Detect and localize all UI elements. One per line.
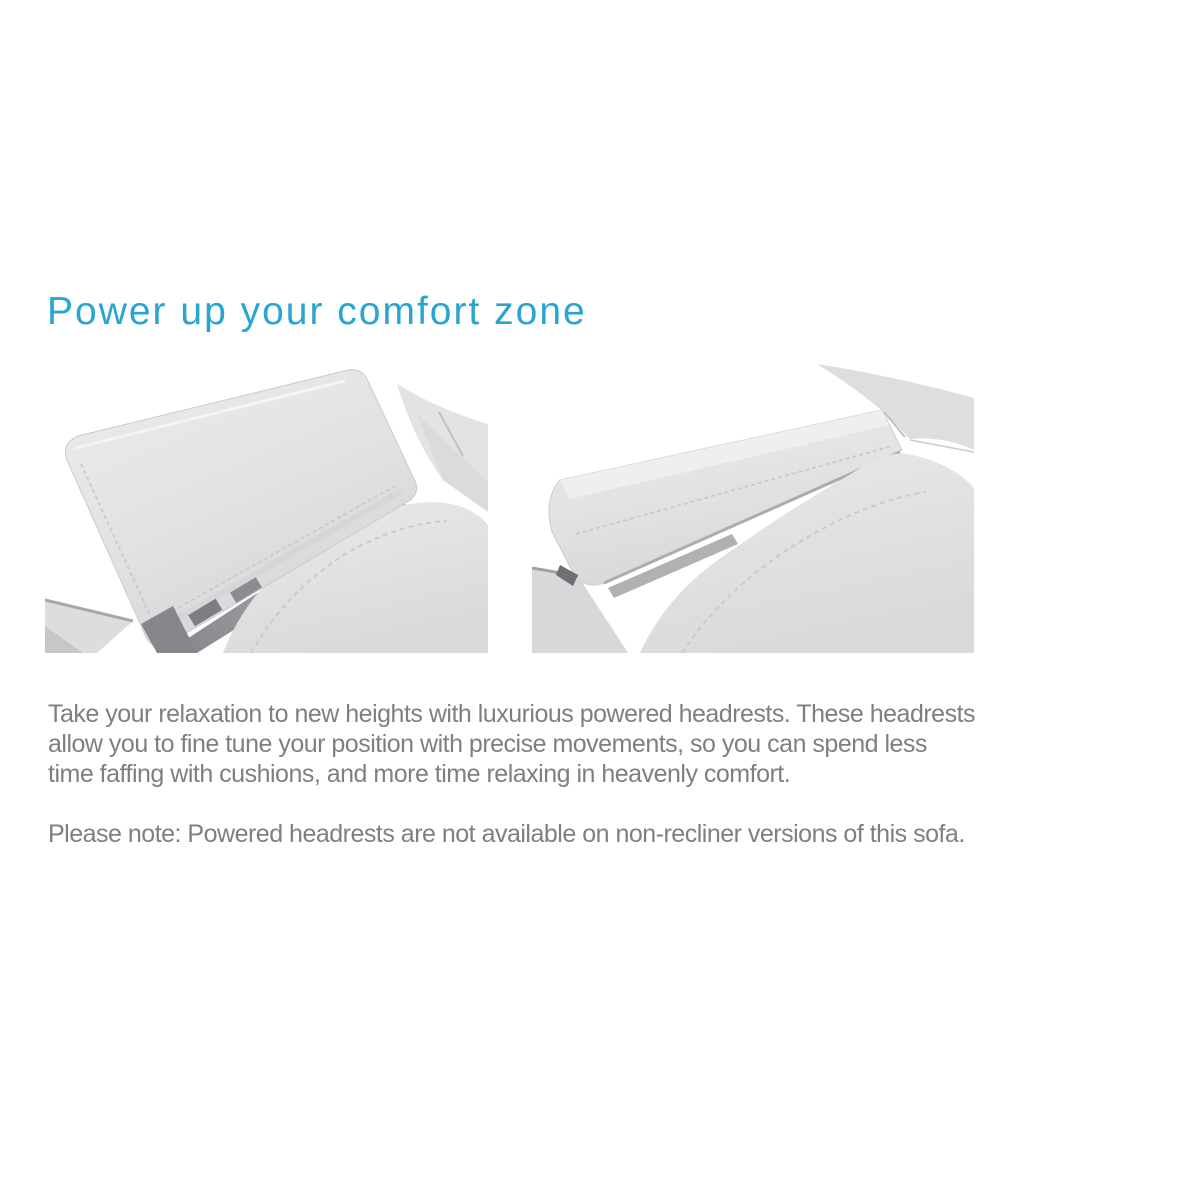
headrest-raised-image xyxy=(45,362,488,653)
body-paragraph xyxy=(48,699,975,789)
page-title: Power up your comfort zone xyxy=(47,290,587,334)
note-text: Please note: Powered headrests are not available on non-recliner versions of this sofa. xyxy=(48,820,965,848)
headrest-raised-illustration xyxy=(45,362,488,653)
headrest-lowered-illustration xyxy=(532,362,974,653)
headrest-lowered-image xyxy=(532,362,974,653)
body-paragraph-line: Take your relaxation to new heights with luxurious powered headrests. These headrests xyxy=(48,700,976,728)
body-paragraph-line: allow you to fine tune your position with precise movements, so you can spend less xyxy=(48,730,927,758)
body-paragraph-line: time faffing with cushions, and more time relaxing in heavenly comfort. xyxy=(48,760,791,788)
